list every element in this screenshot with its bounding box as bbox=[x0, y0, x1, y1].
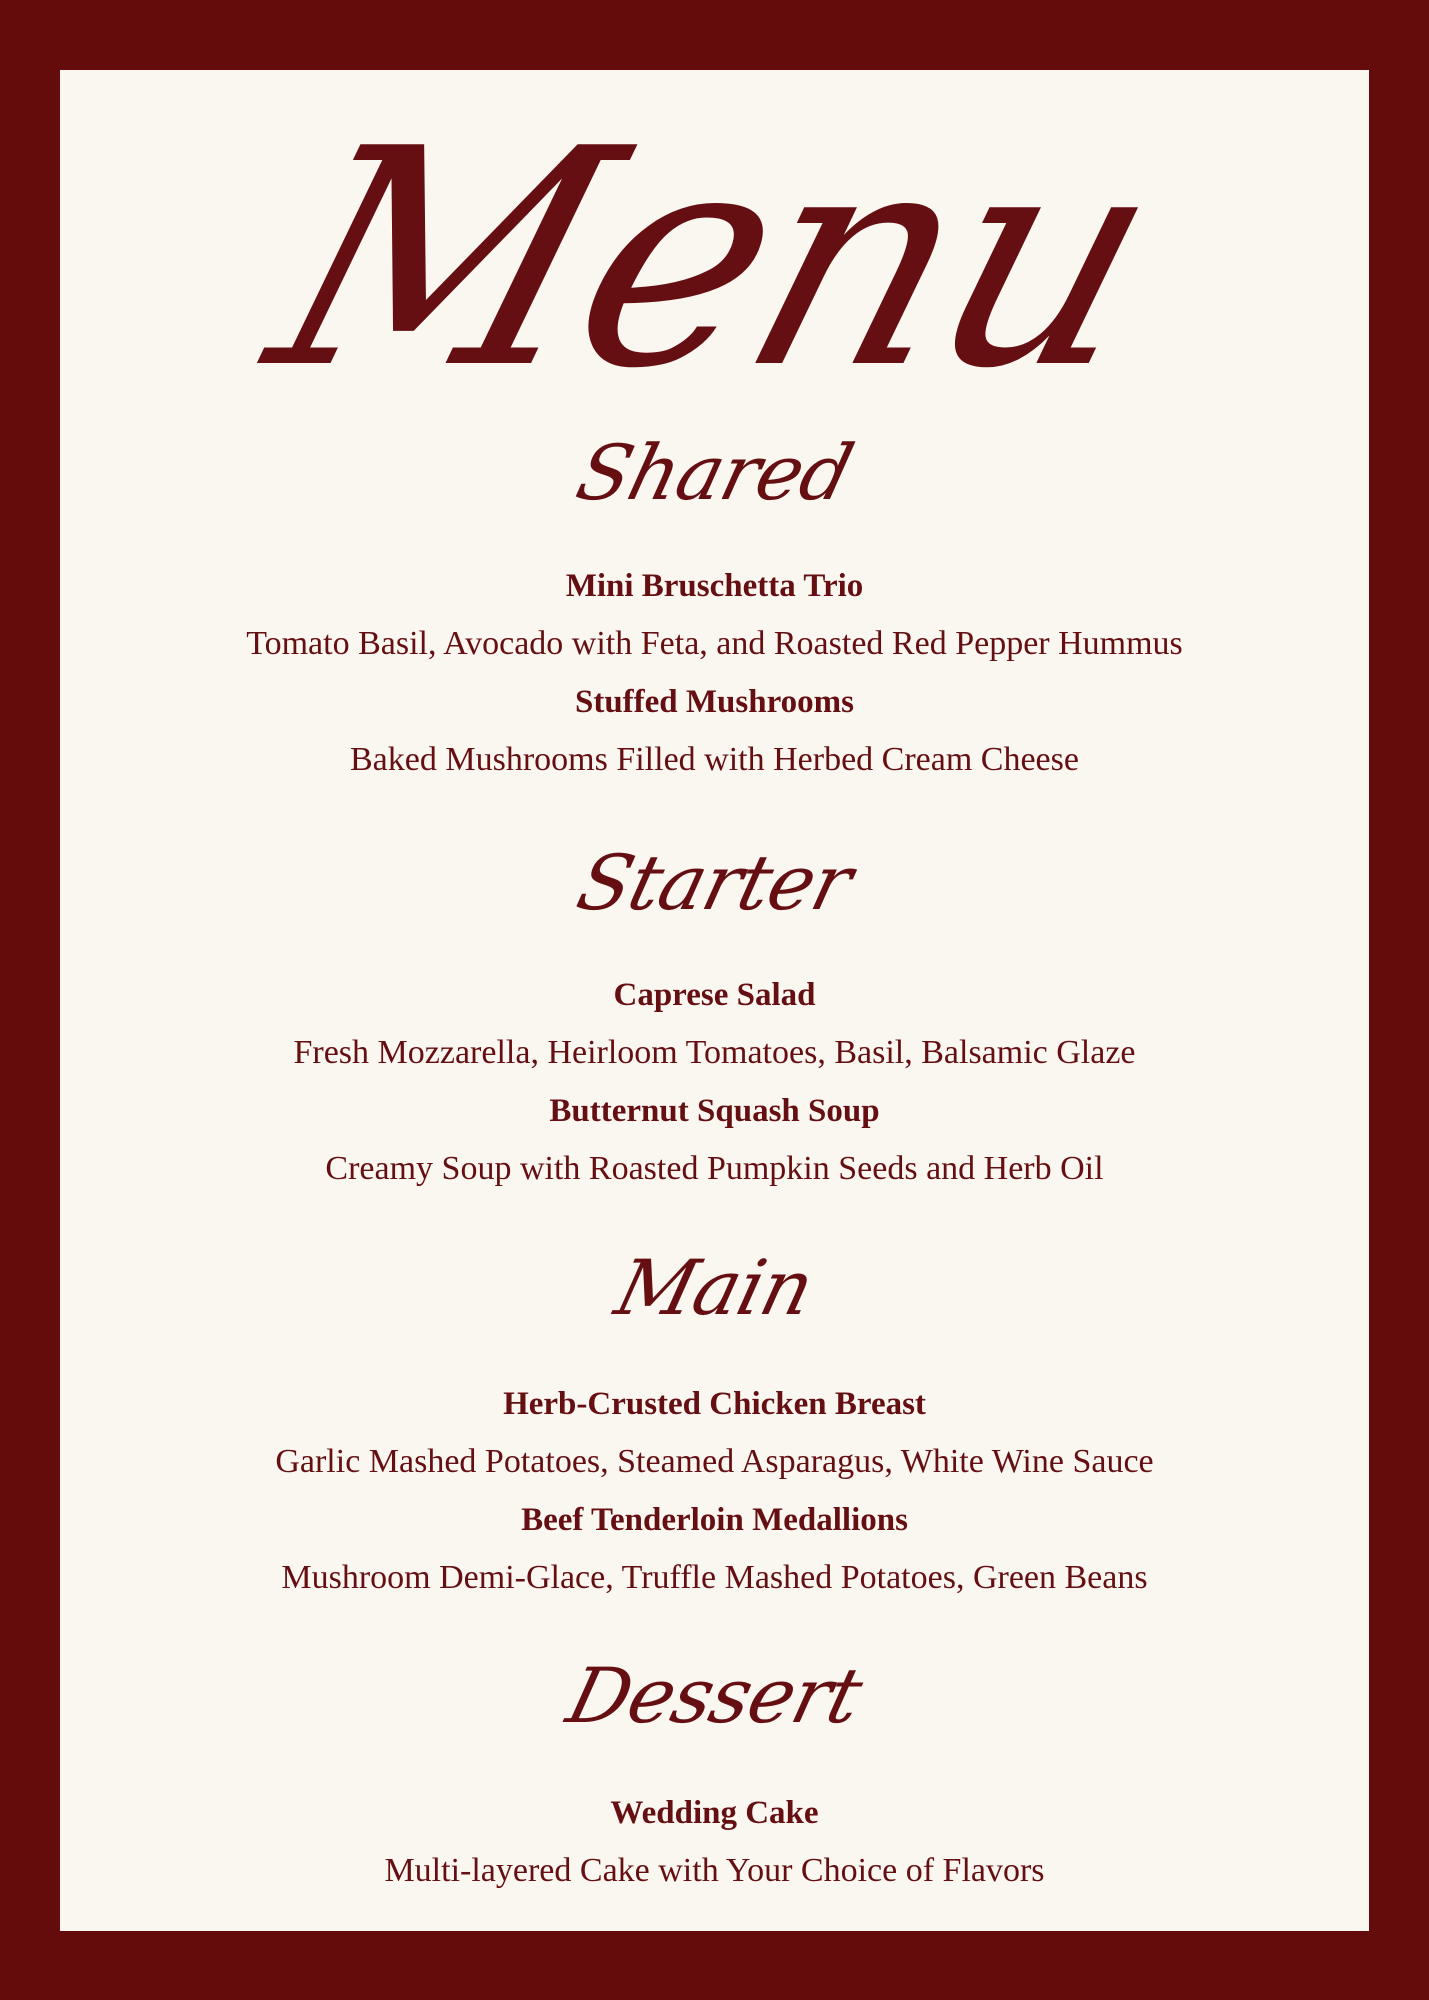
item-name: Mini Bruschetta Trio bbox=[565, 568, 864, 604]
section-heading-starter: Starter bbox=[568, 838, 861, 927]
item-name: Herb-Crusted Chicken Breast bbox=[503, 1386, 926, 1422]
item-description: Multi-layered Cake with Your Choice of Flavors bbox=[384, 1852, 1045, 1889]
item-description: Tomato Basil, Avocado with Feta, and Roasted Red Pepper Hummus bbox=[246, 625, 1183, 662]
item-name: Butternut Squash Soup bbox=[549, 1093, 880, 1129]
section-heading-dessert: Dessert bbox=[559, 1651, 871, 1740]
menu-content bbox=[60, 70, 1369, 1931]
item-name: Wedding Cake bbox=[610, 1795, 819, 1831]
item-description: Garlic Mashed Potatoes, Steamed Asparagus, White Wine Sauce bbox=[275, 1443, 1154, 1480]
item-name: Beef Tenderloin Medallions bbox=[521, 1502, 908, 1538]
menu-card bbox=[60, 70, 1369, 1931]
menu-title: Menu bbox=[241, 85, 1189, 434]
section-heading-main: Main bbox=[607, 1243, 822, 1332]
item-name: Stuffed Mushrooms bbox=[574, 684, 854, 720]
item-name: Caprese Salad bbox=[613, 977, 816, 1013]
item-description: Mushroom Demi-Glace, Truffle Mashed Potatoes, Green Beans bbox=[281, 1559, 1148, 1596]
item-description: Creamy Soup with Roasted Pumpkin Seeds and Herb Oil bbox=[325, 1150, 1104, 1187]
item-description: Baked Mushrooms Filled with Herbed Cream Cheese bbox=[350, 741, 1079, 778]
section-heading-shared: Shared bbox=[568, 428, 861, 517]
item-description: Fresh Mozzarella, Heirloom Tomatoes, Basil, Balsamic Glaze bbox=[293, 1034, 1136, 1071]
